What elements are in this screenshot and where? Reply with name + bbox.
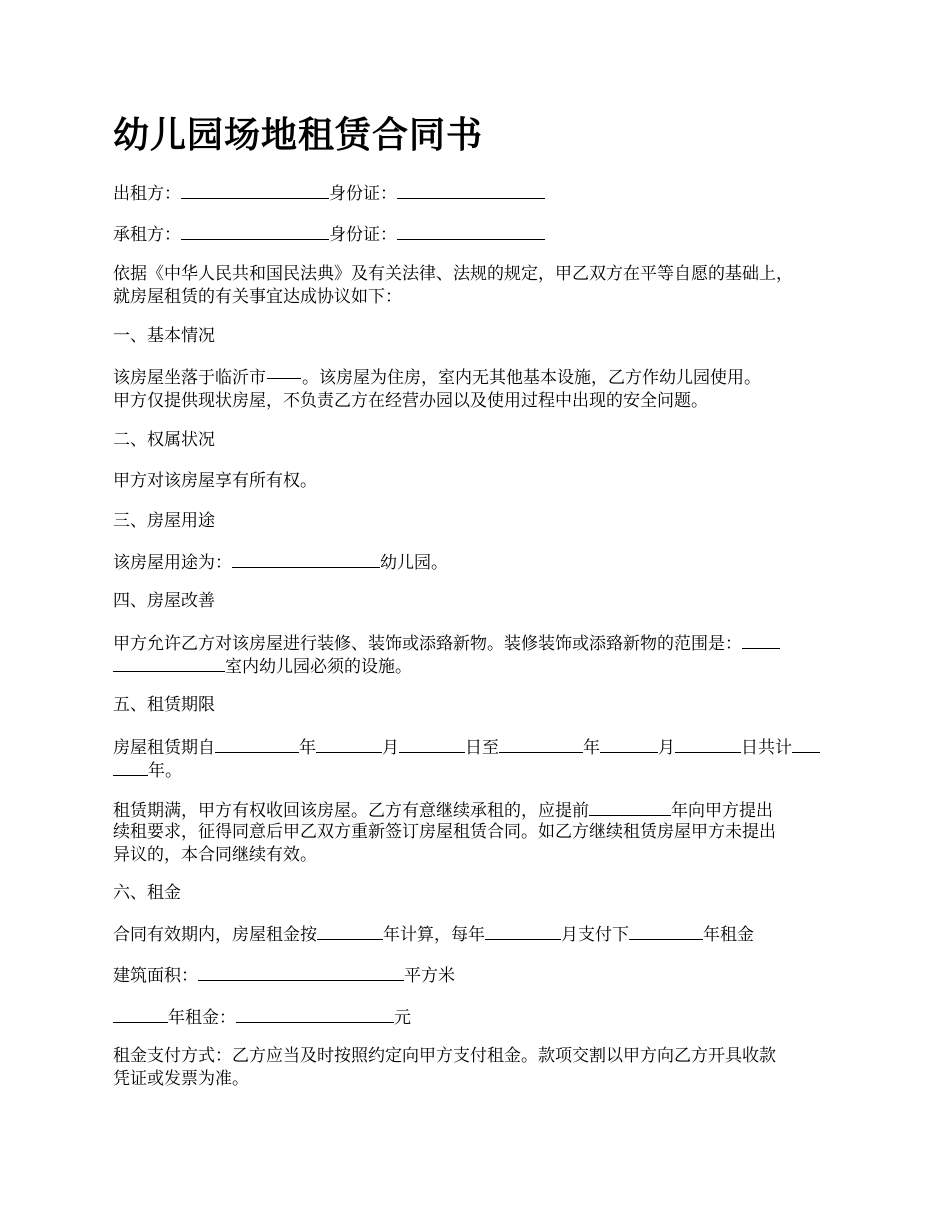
annual-rent-blank[interactable] (236, 1005, 394, 1023)
intro-line-1: 依据《中华人民共和国民法典》及有关法律、法规的规定，甲乙双方在平等自愿的基础上， (113, 264, 793, 284)
start-month-label: 月 (382, 738, 399, 758)
lessee-id-label: 身份证： (329, 225, 397, 245)
section-3-heading: 三、房屋用途 (113, 511, 215, 531)
section-2-heading: 二、权属状况 (113, 430, 215, 450)
lessee-label: 承租方： (113, 225, 181, 245)
renewal-notice-blank[interactable] (589, 798, 671, 816)
renewal-line-3: 异议的，本合同继续有效。 (113, 845, 317, 865)
start-year-label: 年 (299, 738, 316, 758)
payment-line-2: 凭证或发票为准。 (113, 1069, 249, 1089)
section-4-heading: 四、房屋改善 (113, 591, 215, 611)
rent-term-text-c: 月支付下 (561, 925, 629, 945)
improvement-blank-1[interactable] (742, 631, 780, 649)
lessee-name-blank[interactable] (181, 222, 329, 240)
rent-term-text-d: 年租金 (703, 925, 754, 945)
renewal-line-1 (113, 798, 773, 823)
renewal-line-2: 续租要求，征得同意后甲乙双方重新签订房屋租赁合同。如乙方继续租赁房屋甲方未提出 (113, 822, 776, 842)
start-day-blank[interactable] (399, 735, 465, 753)
annual-rent-label: 年租金： (168, 1008, 236, 1028)
rent-term-text-b: 年计算，每年 (383, 925, 485, 945)
day-to-label: 日至 (465, 738, 499, 758)
section-5-heading: 五、租赁期限 (113, 695, 215, 715)
purpose-label: 该房屋用途为： (113, 553, 232, 573)
improvement-text: 甲方允许乙方对该房屋进行装修、装饰或添臵新物。装修装饰或添臵新物的范围是： (113, 634, 742, 654)
purpose-suffix: 幼儿园。 (380, 553, 448, 573)
rent-next-blank[interactable] (629, 922, 703, 940)
annual-rent-unit: 元 (394, 1008, 411, 1028)
lessor-name-blank[interactable] (181, 181, 329, 199)
start-year-blank[interactable] (215, 735, 299, 753)
intro-line-2: 就房屋租赁的有关事宜达成协议如下： (113, 287, 402, 307)
section-6-heading: 六、租金 (113, 883, 181, 903)
purpose-blank[interactable] (232, 550, 380, 568)
year-end-label: 年。 (148, 761, 182, 781)
location-dash (267, 378, 301, 379)
payment-line-1: 租金支付方式：乙方应当及时按照约定向甲方支付租金。款项交割以甲方向乙方开具收款 (113, 1046, 776, 1066)
lease-term-line-2 (113, 758, 182, 783)
rent-term-text-a: 合同有效期内，房屋租金按 (113, 925, 317, 945)
lease-term-line-1 (113, 735, 820, 760)
rent-month-blank[interactable] (485, 922, 561, 940)
lessor-line (113, 181, 545, 206)
area-label: 建筑面积： (113, 966, 198, 986)
improvement-scope: 室内幼儿园必须的设施。 (225, 657, 412, 677)
end-day-blank[interactable] (675, 735, 741, 753)
end-year-blank[interactable] (499, 735, 583, 753)
section-1-heading: 一、基本情况 (113, 326, 215, 346)
area-line (113, 963, 455, 988)
rent-period-blank[interactable] (317, 922, 383, 940)
location-text: 该房屋坐落于临沂市 (113, 368, 266, 388)
lessor-label: 出租方： (113, 184, 181, 204)
section-4-line-1 (113, 631, 780, 656)
lessor-id-blank[interactable] (397, 181, 545, 199)
rent-terms-line (113, 922, 754, 947)
section-4-line-2 (113, 654, 412, 679)
area-blank[interactable] (198, 963, 404, 981)
end-month-blank[interactable] (600, 735, 658, 753)
term-prefix: 房屋租赁期自 (113, 738, 215, 758)
end-year-label: 年 (583, 738, 600, 758)
lessor-id-label: 身份证： (329, 184, 397, 204)
improvement-blank-2[interactable] (113, 654, 225, 672)
area-unit: 平方米 (404, 966, 455, 986)
lessee-id-blank[interactable] (397, 222, 545, 240)
section-1-line-2: 甲方仅提供现状房屋，不负责乙方在经营办园以及使用过程中出现的安全问题。 (113, 391, 708, 411)
renewal-text-end: 年向甲方提出 (671, 801, 773, 821)
start-month-blank[interactable] (316, 735, 382, 753)
day-total-label: 日共计 (741, 738, 792, 758)
section-3-text (113, 550, 448, 575)
total-years-blank-1[interactable] (792, 735, 820, 753)
section-2-text: 甲方对该房屋享有所有权。 (113, 471, 317, 491)
total-years-blank-2[interactable] (113, 758, 148, 776)
renewal-text: 租赁期满，甲方有权收回该房屋。乙方有意继续承租的，应提前 (113, 801, 589, 821)
end-month-label: 月 (658, 738, 675, 758)
rent-year-blank[interactable] (113, 1005, 168, 1023)
section-1-line-1 (113, 367, 761, 390)
lessee-line (113, 222, 545, 247)
annual-rent-line (113, 1005, 411, 1030)
usage-text: 。该房屋为住房，室内无其他基本设施，乙方作幼儿园使用。 (302, 368, 761, 388)
document-title: 幼儿园场地租赁合同书 (113, 115, 484, 156)
